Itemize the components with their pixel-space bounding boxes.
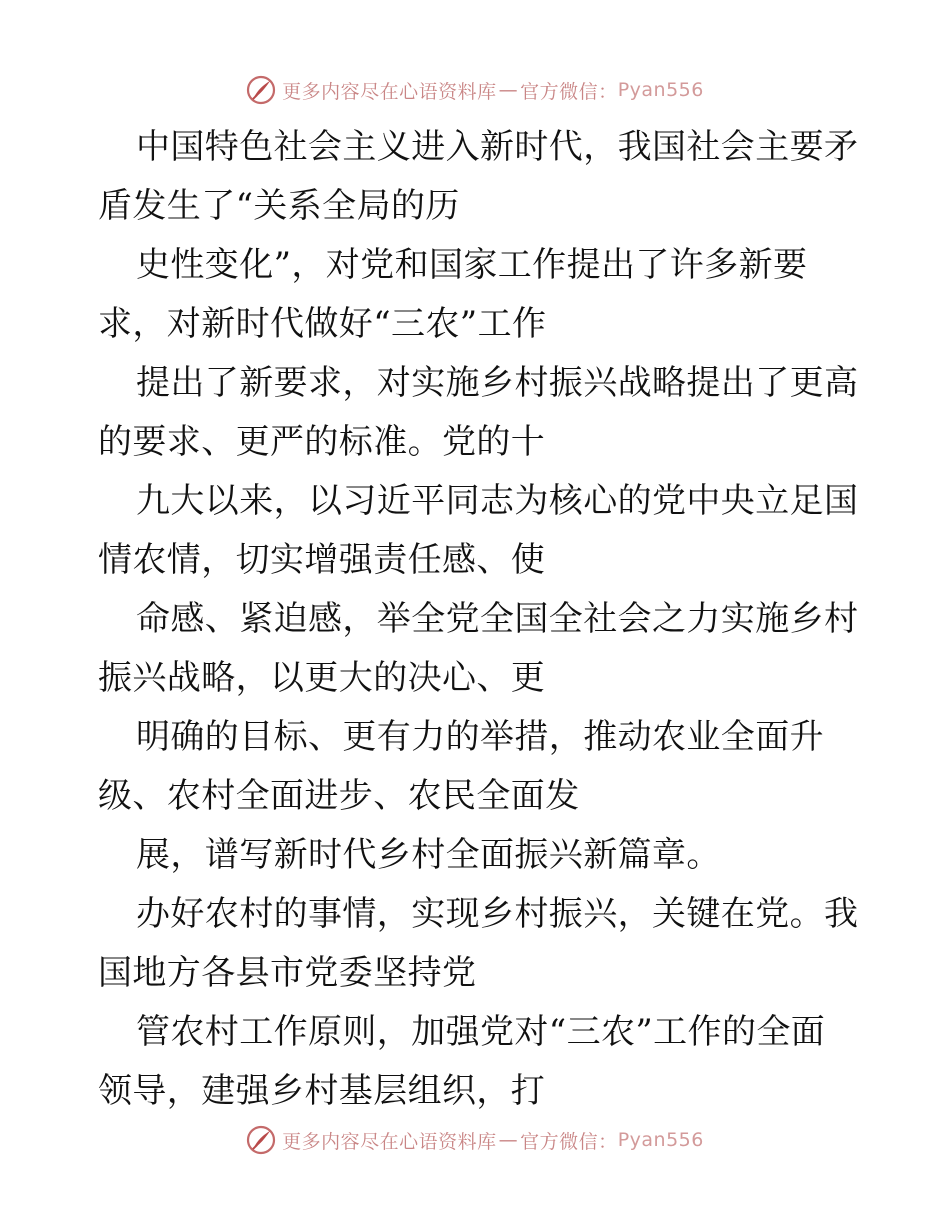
watermark-site-text: 更多内容尽在心语资料库 — [282, 1130, 497, 1153]
text-line: 展，谱写新时代乡村全面振兴新篇章。 — [136, 835, 721, 875]
watermark-separator: — — [498, 79, 519, 101]
text-line: 明确的目标、更有力的举措，推动农业全面升 — [136, 717, 824, 757]
footer-watermark — [0, 1120, 950, 1160]
text-line: 史性变化”，对党和国家工作提出了许多新要 — [136, 245, 808, 285]
text-line: 情农情，切实增强责任感、使 — [98, 540, 546, 580]
text-line: 国地方各县市党委坚持党 — [98, 953, 477, 993]
quill-logo-icon — [246, 75, 276, 105]
text-line: 求，对新时代做好“三农”工作 — [98, 304, 547, 344]
text-line: 级、农村全面进步、农民全面发 — [98, 776, 580, 816]
text-line: 的要求、更严的标准。党的十 — [98, 422, 546, 462]
watermark-account-label: 官方微信： — [520, 80, 618, 103]
text-line: 领导，建强乡村基层组织，打 — [98, 1071, 546, 1111]
text-line: 命感、紧迫感，举全党全国全社会之力实施乡村 — [136, 599, 859, 639]
quill-logo-icon — [246, 1125, 276, 1155]
text-line: 中国特色社会主义进入新时代，我国社会主要矛 — [136, 127, 859, 167]
watermark-separator: — — [498, 1129, 519, 1151]
watermark-account-id: Pyan556 — [617, 79, 704, 101]
header-watermark — [0, 70, 950, 110]
document-body — [98, 118, 858, 1121]
text-line: 振兴战略，以更大的决心、更 — [98, 658, 546, 698]
text-line: 办好农村的事情，实现乡村振兴，关键在党。我 — [136, 894, 859, 934]
text-line: 九大以来，以习近平同志为核心的党中央立足国 — [136, 481, 859, 521]
watermark-account-label: 官方微信： — [520, 1130, 618, 1153]
watermark-site-text: 更多内容尽在心语资料库 — [282, 80, 497, 103]
text-line: 盾发生了“关系全局的历 — [98, 186, 460, 226]
watermark-account-id: Pyan556 — [617, 1129, 704, 1151]
text-line: 提出了新要求，对实施乡村振兴战略提出了更高 — [136, 363, 859, 403]
text-line: 管农村工作原则，加强党对“三农”工作的全面 — [136, 1012, 826, 1052]
